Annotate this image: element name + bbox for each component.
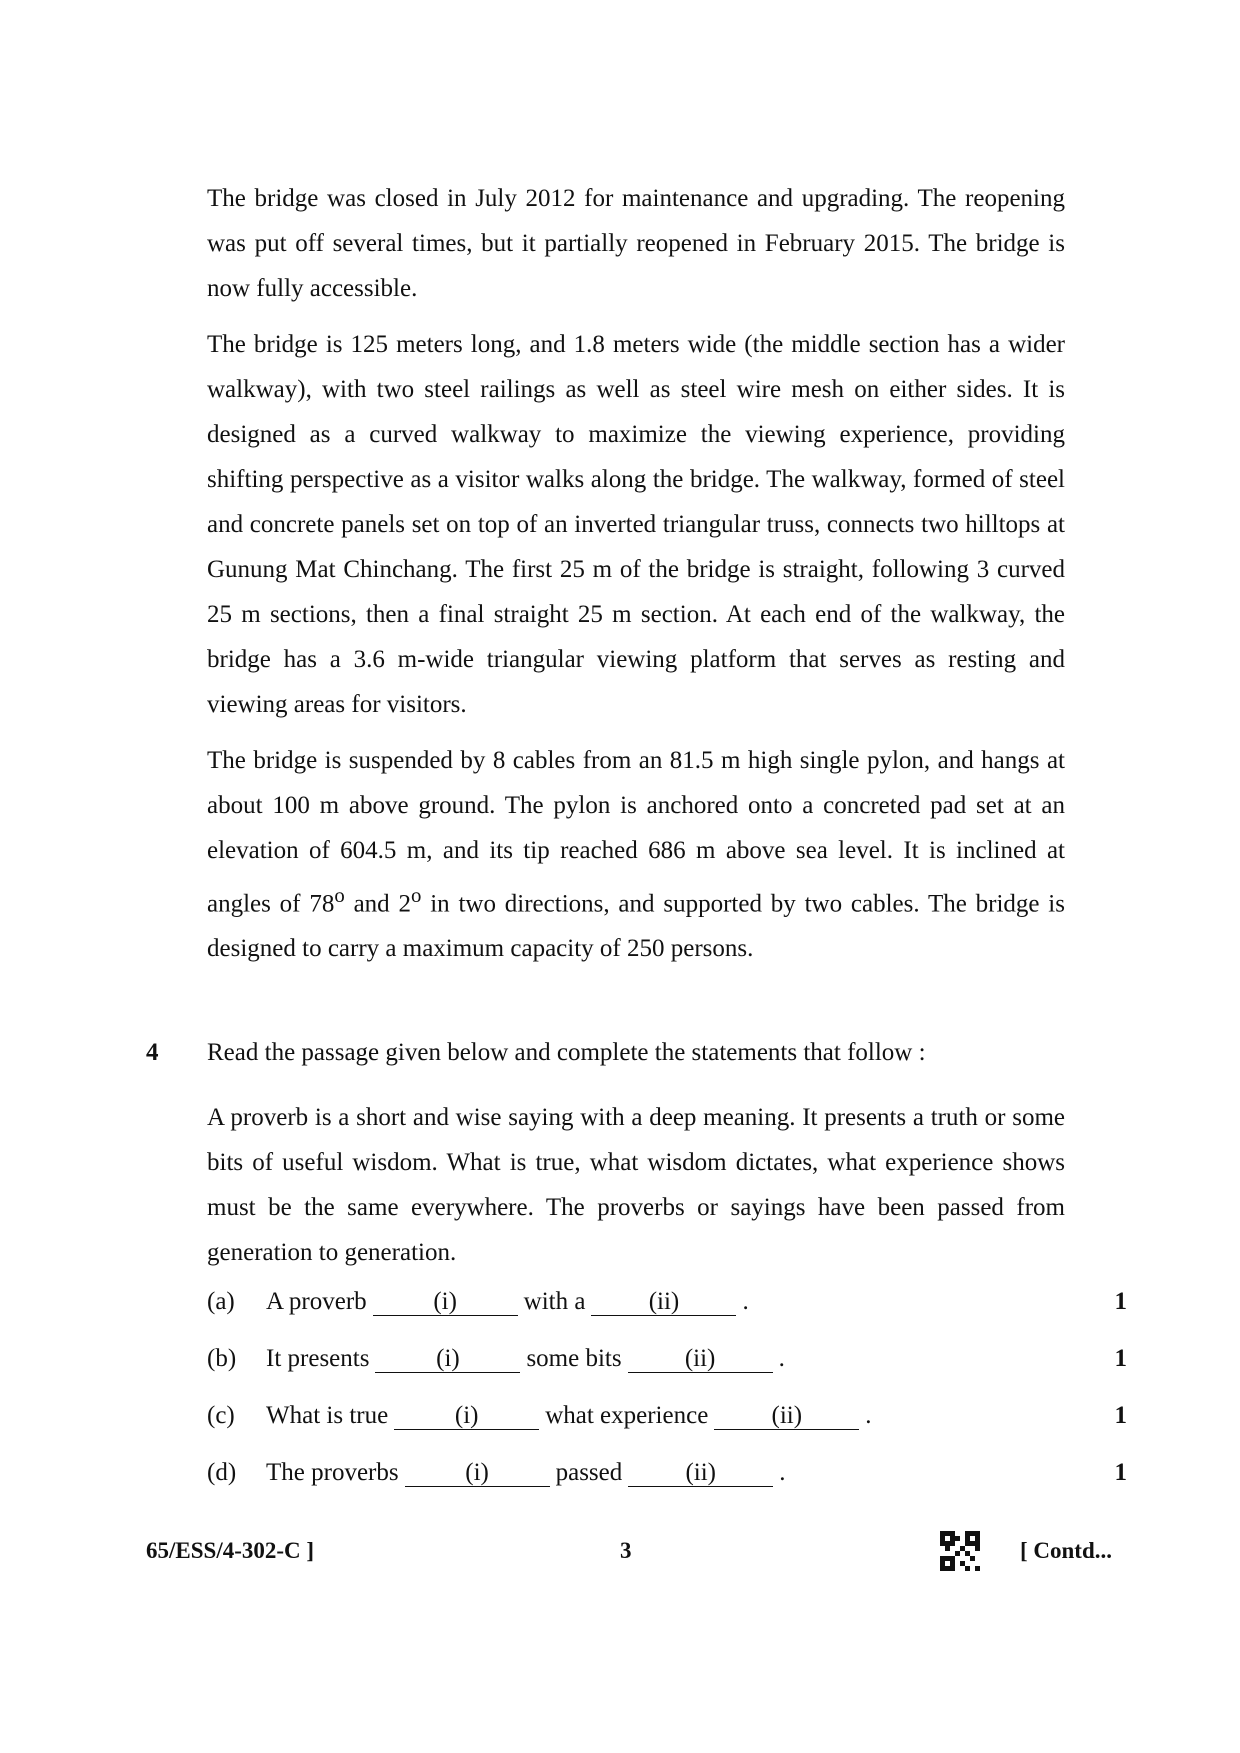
question-passage: A proverb is a short and wise saying with a deep meaning. It presents a truth or some bits of useful wisdom. What is true, what wisdom dictates, what experience shows must be the same everywhere. The proverbs or sayings have been passed from generation to generation. [207, 1104, 1065, 1266]
para3-text-a: The bridge is suspended by 8 cables from an 81.5 m high single pylon, and hangs at about 100 m above ground. The pylon is anchored onto a concreted pad set at an elevation of 604.5 m, and its tip reached 686 m above sea level. It is inclined at angles of 78 [207, 747, 1065, 918]
para3-text-c: in two directions, and supported by two cables. The bridge is designed to carry a maximum capacity of 250 persons. [207, 890, 1065, 963]
item-text-part2: passed [555, 1459, 623, 1486]
degree-sup-1: o [334, 883, 345, 907]
question-item [207, 1399, 1127, 1433]
blank-i: (i) [405, 1460, 550, 1487]
blank-i: (i) [375, 1346, 520, 1373]
item-text-part1: The proverbs [266, 1459, 399, 1486]
page-number: 3 [620, 1538, 632, 1563]
item-text-part1: It presents [266, 1345, 370, 1372]
passage-paragraph-3 [207, 738, 1065, 971]
item-label: (d) [207, 1459, 237, 1486]
blank-ii: (ii) [628, 1460, 773, 1487]
question-item [207, 1456, 1127, 1490]
qr-code-icon [940, 1531, 980, 1571]
item-text-part2: some bits [526, 1345, 622, 1372]
blank-i: (i) [394, 1403, 539, 1430]
question-number: 4 [146, 1039, 159, 1066]
item-end: . [865, 1402, 872, 1429]
question-prompt: Read the passage given below and complete the statements that follow : [207, 1039, 926, 1066]
contd-label: [ Contd... [1020, 1538, 1113, 1563]
item-end: . [779, 1459, 786, 1486]
item-text-part2: what experience [545, 1402, 709, 1429]
degree-sup-2: o [410, 883, 422, 907]
item-label: (a) [207, 1288, 235, 1315]
item-text-part1: What is true [266, 1402, 389, 1429]
item-text-part2: with a [523, 1288, 586, 1315]
blank-i: (i) [373, 1289, 518, 1316]
passage-paragraph-2: The bridge is 125 meters long, and 1.8 meters wide (the middle section has a wider walkway), with two steel railings as well as steel wire mesh on either sides. It is designed as a curved walkway to maximize the viewing experience, providing shifting perspective as a visitor walks along the bridge. The walkway, formed of steel and concrete panels set on top of an inverted triangular truss, connects two hilltops at Gunung Mat Chinchang. The first 25 m of the bridge is straight, following 3 curved 25 m sections, then a final straight 25 m section. At each end of the walkway, the bridge has a 3.6 m-wide triangular viewing platform that serves as resting and viewing areas for visitors. [207, 331, 1065, 718]
item-end: . [778, 1345, 785, 1372]
item-marks: 1 [1114, 1402, 1127, 1429]
paper-code: 65/ESS/4-302-C ] [146, 1538, 315, 1563]
item-end: . [742, 1288, 749, 1315]
question-item [207, 1285, 1127, 1319]
item-label: (c) [207, 1402, 235, 1429]
question-item [207, 1342, 1127, 1376]
blank-ii: (ii) [714, 1403, 859, 1430]
item-marks: 1 [1114, 1288, 1127, 1315]
para3-text-b: and 2 [344, 890, 411, 918]
item-label: (b) [207, 1345, 237, 1372]
blank-ii: (ii) [628, 1346, 773, 1373]
item-marks: 1 [1114, 1345, 1127, 1372]
blank-ii: (ii) [591, 1289, 736, 1316]
item-text-part1: A proverb [266, 1288, 367, 1315]
passage-paragraph-1: The bridge was closed in July 2012 for maintenance and upgrading. The reopening was put off several times, but it partially reopened in February 2015. The bridge is now fully accessible. [207, 185, 1065, 302]
item-marks: 1 [1114, 1459, 1127, 1486]
